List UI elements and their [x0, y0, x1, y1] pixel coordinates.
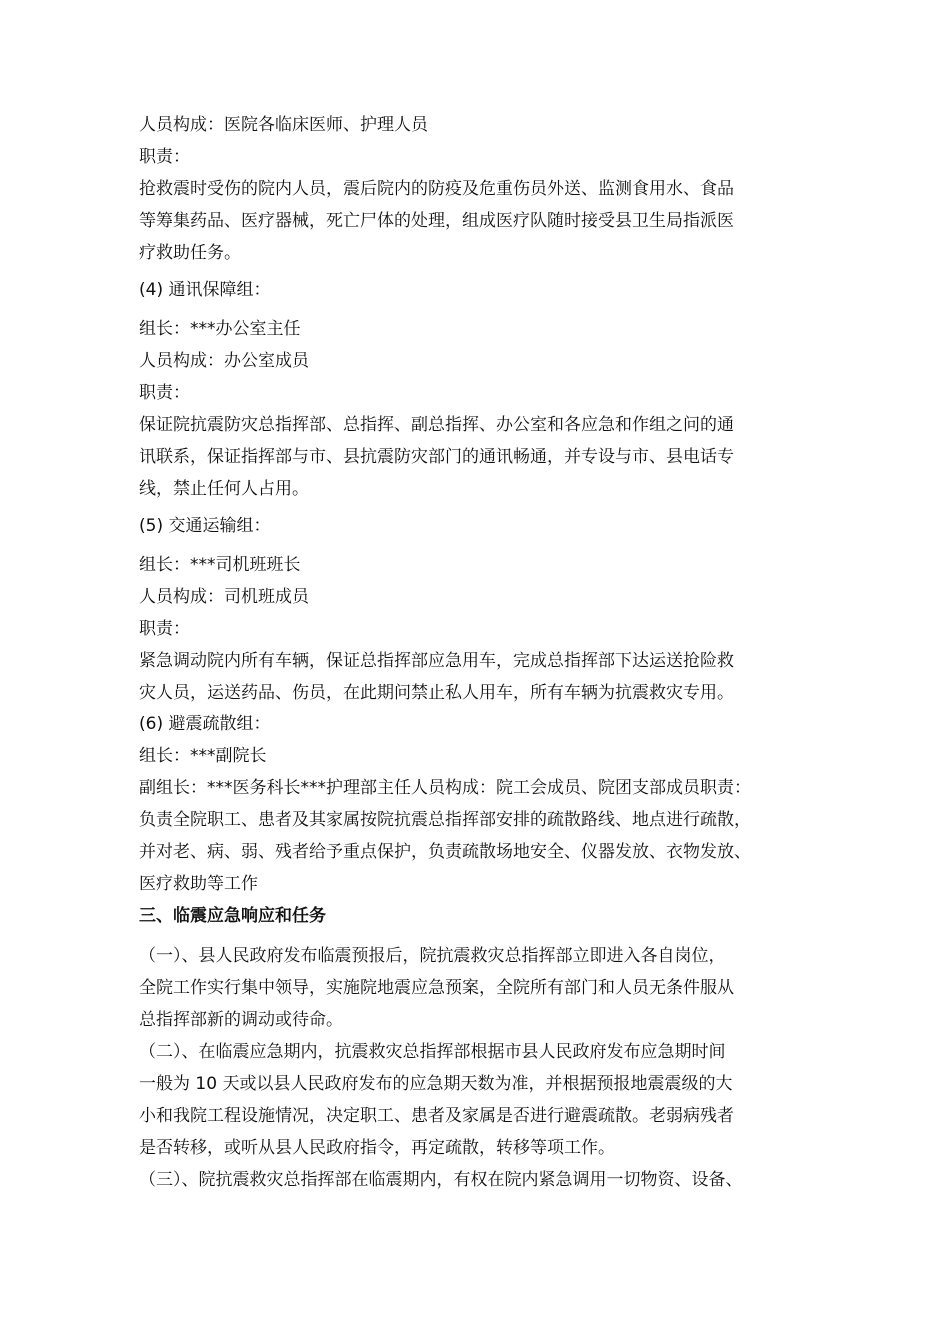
text-line: 医疗救助等工作 — [139, 874, 258, 894]
section-heading: (5) 交通运输组： — [139, 516, 271, 536]
text-line: 一般为 10 天或以县人民政府发布的应急期天数为准，并根据预报地震震级的大 — [139, 1074, 733, 1094]
text-line: 保证院抗震防灾总指挥部、总指挥、副总指挥、办公室和各应急和作组之问的通 — [139, 415, 734, 435]
text-line: 副组长：***医务科长***护理部主任人员构成：院工会成员、院团支部成员职责： — [139, 778, 751, 798]
text-line: 负责全院职工、患者及其家属按院抗震总指挥部安排的疏散路线、地点进行疏散， — [139, 810, 751, 830]
text-line: 并对老、病、弱、残者给予重点保护，负责疏散场地安全、仪器发放、衣物发放、 — [139, 842, 751, 862]
chapter-heading: 三、临震应急响应和任务 — [139, 906, 326, 926]
text-line: （一）、县人民政府发布临震预报后，院抗震救灾总指挥部立即进入各自岗位， — [139, 946, 726, 966]
text-line: 人员构成：办公室成员 — [139, 351, 309, 371]
text-line: （二）、在临震应急期内，抗震救灾总指挥部根据市县人民政府发布应急期时间 — [139, 1042, 726, 1062]
text-line: 组长：***办公室主任 — [139, 319, 301, 339]
text-line: 线，禁止任何人占用。 — [139, 479, 309, 499]
text-line: 讯联系，保证指挥部与市、县抗震防灾部门的通讯畅通，并专设与市、县电话专 — [139, 447, 734, 467]
text-line: 疗救助任务。 — [139, 243, 241, 263]
text-line: 抢救震时受伤的院内人员，震后院内的防疫及危重伤员外送、监测食用水、食品 — [139, 179, 734, 199]
text-line: 总指挥部新的调动或待命。 — [139, 1010, 343, 1030]
text-line: （三）、院抗震救灾总指挥部在临震期内，有权在院内紧急调用一切物资、设备、 — [139, 1170, 743, 1190]
text-line: 是否转移，或听从县人民政府指令，再定疏散，转移等项工作。 — [139, 1138, 615, 1158]
text-line: 组长：***司机班班长 — [139, 555, 301, 575]
text-line: 职责： — [139, 619, 190, 639]
section-heading: (4) 通讯保障组： — [139, 280, 271, 300]
text-line: 人员构成：司机班成员 — [139, 587, 309, 607]
text-line: 紧急调动院内所有车辆，保证总指挥部应急用车，完成总指挥部下达运送抢险救 — [139, 651, 734, 671]
text-line: 职责： — [139, 147, 190, 167]
text-line: 全院工作实行集中领导，实施院地震应急预案，全院所有部门和人员无条件服从 — [139, 978, 734, 998]
text-line: 小和我院工程设施情况，决定职工、患者及家属是否进行避震疏散。老弱病残者 — [139, 1106, 734, 1126]
text-line: 人员构成：医院各临床医师、护理人员 — [139, 115, 428, 135]
text-line: 等筹集药品、医疗器械，死亡尸体的处理，组成医疗队随时接受县卫生局指派医 — [139, 211, 734, 231]
text-line: 组长：***副院长 — [139, 746, 267, 766]
section-heading: (6) 避震疏散组： — [139, 714, 271, 734]
text-line: 灾人员，运送药品、伤员，在此期问禁止私人用车，所有车辆为抗震救灾专用。 — [139, 683, 734, 703]
text-line: 职责： — [139, 383, 190, 403]
